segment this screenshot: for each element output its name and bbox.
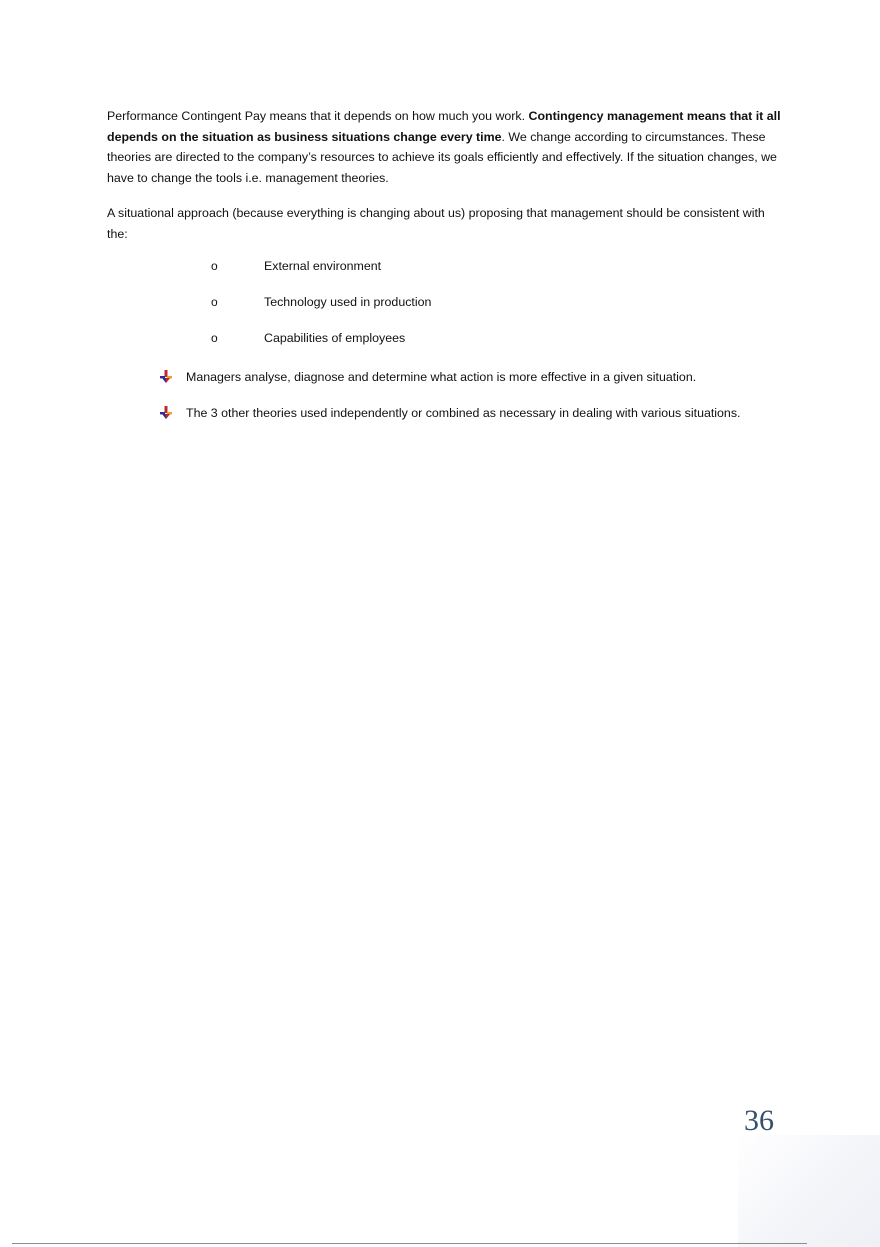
paragraph-contingency-bold: Contingency management means that it all depends on the situation as business situations change every time (107, 109, 781, 144)
list-item (0, 295, 880, 315)
circle-bullet-marker: o (211, 259, 218, 273)
paragraph-situational-approach: A situational approach (because everything is changing about us) proposing that management should be consistent with the: (107, 206, 765, 241)
paragraph-contingency (107, 106, 787, 189)
list-item (0, 331, 880, 351)
corner-decoration (738, 1135, 880, 1247)
paragraph-contingency-rest: . We change according to circumstances. These theories are directed to the company’s resources to achieve its goals efficiently and effectively. If the situation changes, we have to change the tools i.e. management theories. (107, 129, 777, 186)
down-arrow-bullet-icon (159, 370, 173, 384)
list-item-text: Capabilities of employees (264, 331, 406, 345)
list-item-text: Managers analyse, diagnose and determine what action is more effective in a given situation. (186, 370, 697, 384)
page-number: 36 (744, 1104, 774, 1137)
paragraph-contingency-intro: Performance Contingent Pay means that it depends on how much you work. (107, 109, 529, 123)
footer-divider (12, 1243, 807, 1244)
circle-bullet-marker: o (211, 295, 218, 309)
list-item (0, 259, 880, 279)
list-item-text: External environment (264, 259, 382, 273)
down-arrow-bullet-icon (159, 406, 173, 420)
list-item-text: Technology used in production (264, 295, 432, 309)
circle-bullet-marker: o (211, 331, 218, 345)
list-item-text: The 3 other theories used independently or combined as necessary in dealing with various situations. (186, 406, 741, 420)
